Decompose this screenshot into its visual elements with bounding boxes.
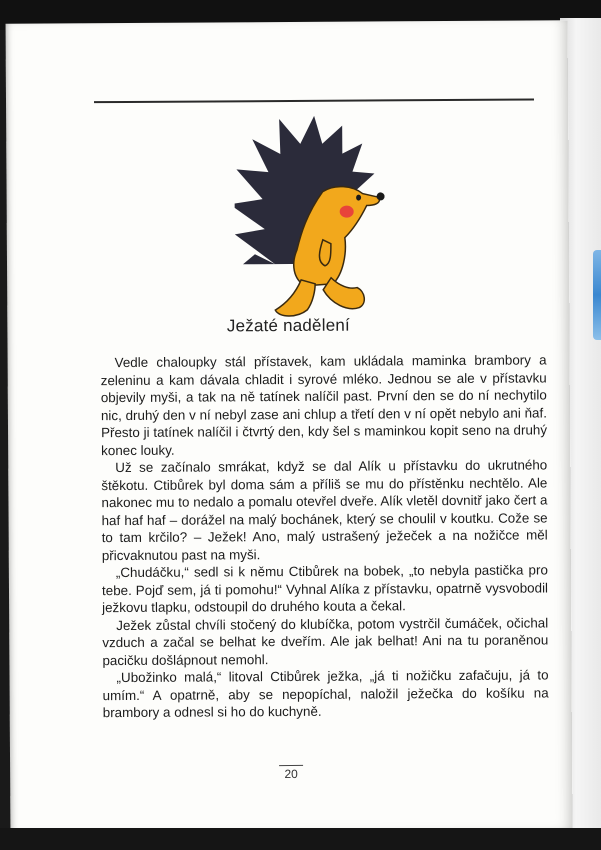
next-page-illustration-edge [593, 250, 601, 340]
background-bottom [0, 828, 601, 850]
hedgehog-illustration [234, 113, 385, 324]
page-number-label: 20 [279, 765, 302, 781]
story-text [101, 351, 549, 721]
hedgehog-eye [356, 195, 361, 201]
page-number [10, 765, 572, 782]
paragraph: „Chudáčku,“ sedl si k němu Ctibůrek na bobek, „to nebyla pastička pro tebe. Pojď sem, já ti pomohu!“ Vyhnal Alíka z přístavku, opatrně vysvobodil ježkovu tlapku, odstoupil do druhého kouta a čekal. [101, 562, 549, 616]
hedgehog-leg-right [323, 278, 364, 309]
paragraph: „Ubožinko malá,“ litoval Ctibůrek ježka, „já ti nožičku zafačuju, já to umím.“ A opatrně, aby se nepopíchal, naložil ježečka do košíku na brambory a odnesl si ho do kuchyně. [102, 667, 549, 721]
paragraph: Vedle chaloupky stál přístavek, kam ukládala maminka brambory a zeleninu a kam dávala chladit i syrové mléko. Jednou se ale v přístavku objevily myši, a tak na ně tatínek nalíčil past. První den se do ní nechytilo nic, druhý den v ní nebyl zase ani chlup a třetí den v ní opět nebylo ani ňaf. Přesto ji tatínek nalíčil i čtvrtý den, kdy šel s maminkou kopit seno na druhý konec louky. [100, 352, 548, 458]
hedgehog-arm [319, 240, 331, 266]
story-title: Ježaté nadělení [226, 315, 350, 336]
hedgehog-leg-left [275, 280, 315, 316]
hedgehog-cheek [340, 206, 354, 218]
top-rule [94, 98, 534, 102]
paragraph: Ježek zůstal chvíli stočený do klubíčka, potom vystrčil čumáček, očichal vzduch a začal se belhat ke dveřím. Ale jak belhat! Ani na tu poraněnou pacičku došlápnout nemohl. [102, 614, 549, 668]
hedgehog-nose [377, 192, 385, 200]
book-page [6, 20, 573, 831]
paragraph: Už se začínalo smrákat, když se dal Alík u přístavku do ukrutného štěkotu. Ctibůrek byl doma sám a příliš se mu do přístěnku nechtělo. Ale nakonec mu to nedalo a pomalu otevřel dveře. Alík vletěl dovnitř jako čert a haf haf haf – dorážel na malý bochánek, který se choulil v koutku. Cože se to tam krčilo? – Ježek! Ano, malý ustrašený ježeček a na nožičce měl přicvaknutou past na myši. [101, 457, 548, 563]
